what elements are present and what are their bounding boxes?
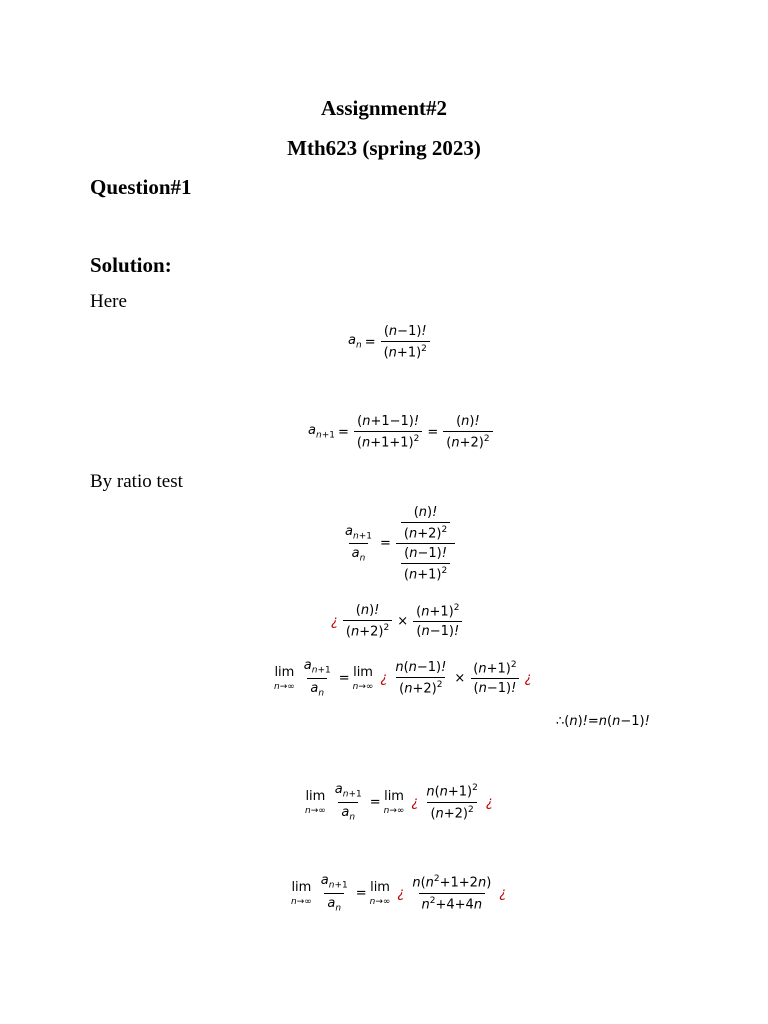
equation-an: $a_n$ = $\frac{(n-1)!}{(n+1)^2}$ [348,324,432,360]
solution-heading: Solution: [90,253,172,277]
inv-question-mark: ¿ [331,613,338,629]
course-title: Mth623 (spring 2023) [287,136,481,160]
equation-limit-2: lim n→∞ $\frac{a_{n+1}}{a_n}$ = lim n→∞ ¿ $\frac{n(n+1)^2}{(n+2)^2}$ ¿ [305,782,493,823]
equation-ratio: $\frac{a_{n+1}}{a_n}$ = $\frac{\frac{(n)!}{(n+2)^2}}{\frac{(n-1)!}{(n+1)^2}}$ [340,505,457,583]
assignment-title: Assignment#2 [320,96,447,120]
equation-factorial-identity: ∴(n)!=n(n−1)! [556,714,650,729]
ratio-test-text: By ratio test [90,471,183,492]
equation-limit-3: lim n→∞ $\frac{a_{n+1}}{a_n}$ = lim n→∞ ¿ $\frac{n(n^2+1+2n)}{n^2+4+4n}$ ¿ [291,873,507,914]
question-heading: Question#1 [90,175,192,199]
lim-label: lim [274,664,295,680]
equation-an-plus-1: $a_{n+1}$ = $\frac{(n+1-1)!}{(n+1+1)^2}$ = $\frac{(n)!}{(n+2)^2}$ [308,414,495,450]
here-text: Here [90,291,127,312]
equation-product: ¿ $\frac{(n)!}{(n+2)^2}$ × $\frac{(n+1)^2}{(n-1)!}$ [328,603,464,639]
equation-limit-1: lim n→∞ $\frac{a_{n+1}}{a_n}$ = lim n→∞ ¿ $\frac{n(n-1)!}{(n+2)^2}$ × $\frac{(n+1)^2}{(n-1)!}$ ¿ [274,658,532,699]
